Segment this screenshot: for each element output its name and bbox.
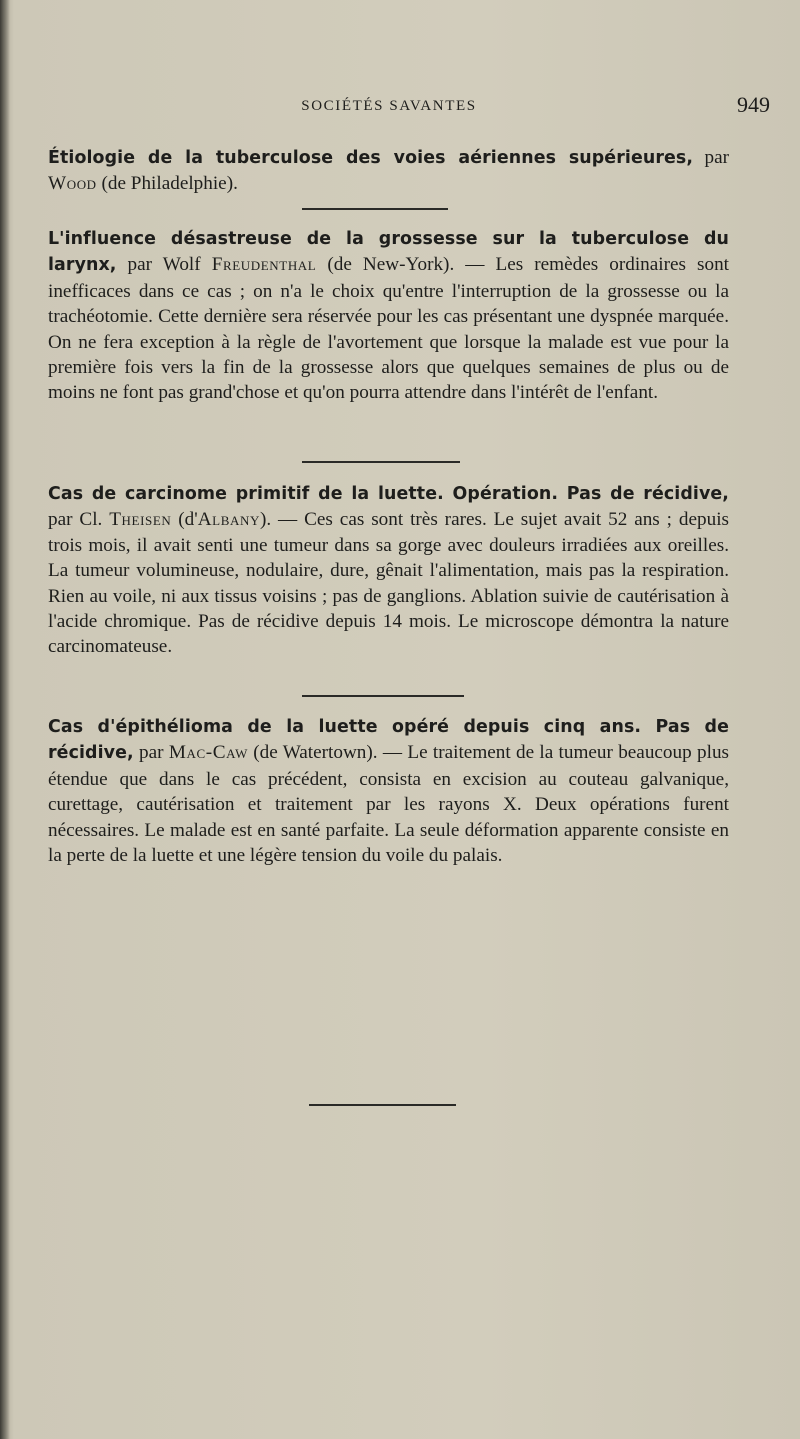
entry-place: Albany — [197, 509, 260, 531]
end-rule — [309, 1104, 456, 1106]
entry-by: par Wolf — [116, 254, 212, 276]
entry-author: Freudenthal — [211, 254, 317, 276]
entry-grossesse — [48, 226, 729, 406]
entry-title: Cas d'épithélioma de la luette opéré depuis cinq ans. Pas de récidive, — [48, 717, 729, 764]
page-number: 949 — [737, 92, 770, 117]
entry-title: Étiologie de la tuberculose des voies aériennes supérieures, — [48, 148, 694, 168]
entry-carcinome — [48, 481, 729, 660]
entry-paragraph — [48, 226, 729, 406]
entry-paragraph — [48, 481, 729, 660]
entry-paragraph — [48, 714, 729, 868]
entry-mid: (d' — [171, 509, 198, 531]
binding-shadow — [0, 0, 10, 1439]
entry-etiologie — [48, 145, 729, 197]
running-title: SOCIÉTÉS SAVANTES — [301, 98, 477, 114]
entry-epithelioma — [48, 714, 729, 868]
entry-author: Wood — [48, 173, 97, 195]
separator-rule — [302, 208, 448, 210]
separator-rule — [302, 461, 460, 463]
entry-text: (de Philadelphie). — [96, 173, 238, 195]
running-head — [48, 92, 770, 122]
entry-paragraph — [48, 145, 729, 197]
separator-rule — [302, 695, 464, 697]
entry-title: L'influence désastreuse de la grossesse sur la tuberculose du larynx, — [48, 229, 729, 276]
entry-author: Mac-Caw — [168, 742, 248, 764]
entry-text: ). — Ces cas sont très rares. Le sujet avait 52 ans ; depuis trois mois, il avait senti une tumeur dans sa gorge avec douleurs irradiées aux oreilles. La tumeur volumineuse, nodulaire, dure, gênait l'alimentation, mais pas la respiration. Rien au voile, ni aux tissus voisins ; pas de ganglions. Ablation suivie de cautérisation à l'acide chromique. Pas de récidive depuis 14 mois. Le microscope démontra la nature carcinomateuse. — [48, 509, 729, 658]
entry-by: par Cl. — [48, 509, 110, 531]
entry-text: (de Watertown). — Le traitement de la tumeur beaucoup plus étendue que dans le cas précédent, consista en excision au couteau galvanique, curettage, cautérisation et traitement par les rayons X. Deux opérations furent nécessaires. Le malade est en santé parfaite. La seule déformation apparente consiste en la perte de la luette et une légère tension du voile du palais. — [48, 742, 729, 867]
entry-author: Theisen — [109, 509, 172, 531]
entry-text: (de New-York). — Les remèdes ordinaires sont inefficaces dans ce cas ; on n'a le choix qu'entre l'interruption de la grossesse ou la trachéotomie. Cette dernière sera réservée pour les cas présentant une dyspnée marquée. On ne fera exception à la règle de l'avortement que lorsque la malade est vue pour la première fois vers la fin de la grossesse alors que quelques semaines de plus ou de moins ne font pas grand'chose et qu'on pourra attendre dans l'intérêt de l'enfant. — [48, 254, 729, 404]
entry-by: par — [693, 147, 729, 168]
entry-by: par — [133, 742, 169, 764]
entry-title: Cas de carcinome primitif de la luette. Opération. Pas de récidive, — [48, 484, 729, 504]
